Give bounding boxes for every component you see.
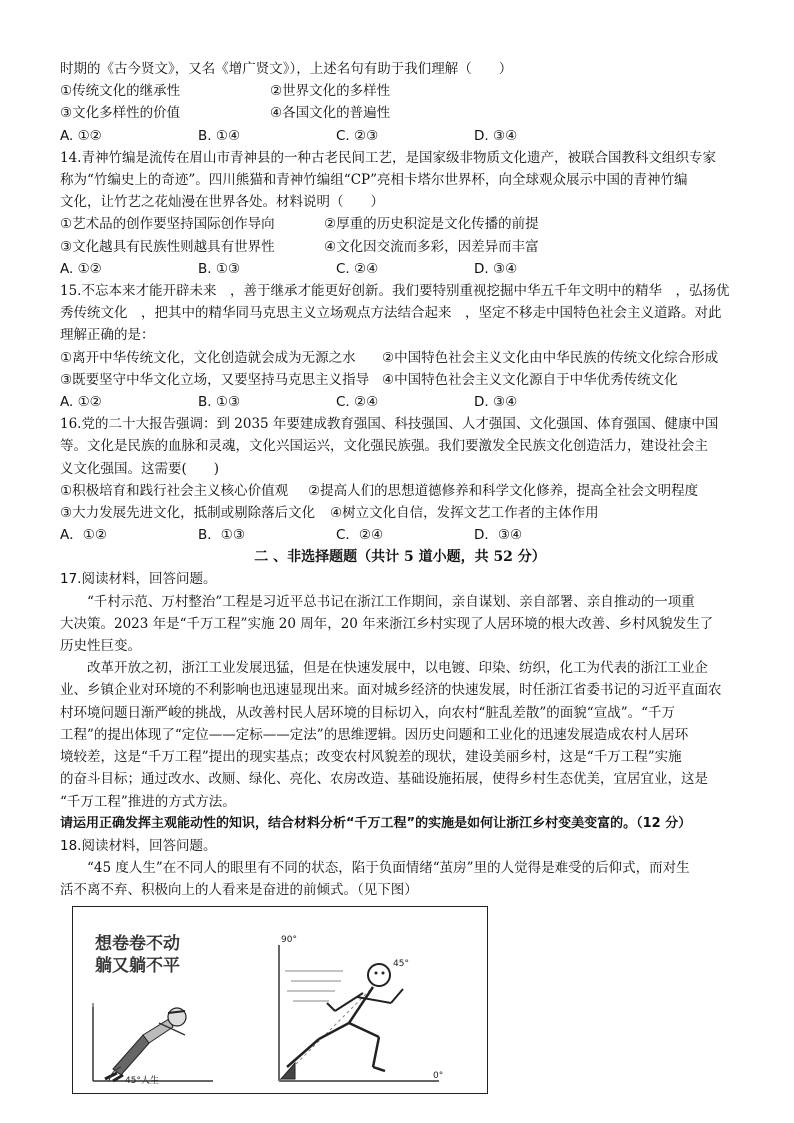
q16-statement-2: ②提高人们的思想道德修养和科学文化修养，提高全社会文明程度 [308, 482, 699, 499]
q14-stem-line3: 文化，让竹艺之花灿漫在世界各处。材料说明（ ） [60, 194, 384, 211]
q18-title: 18.阅读材料，回答问题。 [60, 837, 217, 854]
running-person-drawing [279, 945, 439, 1081]
figure-label-45-life: 45°人生 [125, 1076, 159, 1086]
figure-illustration [73, 907, 487, 1093]
q14-stem-line2: 称为“竹编史上的奇迹”。四川熊猫和青神竹编组“CP”亮相卡塔尔世界杯，向全球观众展示中国的青神竹编 [60, 172, 688, 189]
q13-statement-1: ①传统文化的继承性 [60, 83, 181, 100]
q16-statements-row2 [60, 502, 740, 524]
q13-stem: 时期的《古今贤文》，又名《增广贤文》），上述名句有助于我们理解（ ） [60, 61, 513, 77]
q15-options [60, 391, 740, 413]
q13-statement-4: ④各国文化的普遍性 [270, 105, 391, 122]
q16-stem-line2: 等。文化是民族的血脉和灵魂，文化兴国运兴，文化强民族强。我们要激发全民族文化创造活力，建设社会主 [60, 438, 708, 455]
q16-options [60, 524, 740, 546]
q14-option-a: A. ①② [60, 260, 102, 277]
q14-option-d: D. ③④ [474, 260, 518, 277]
exam-page [60, 58, 740, 902]
q14-statement-2: ②厚重的历史积淀是文化传播的前提 [324, 216, 539, 233]
q17-title: 17.阅读材料，回答问题。 [60, 571, 217, 588]
q16-stem-line3: 义文化强国。这需要( ) [60, 460, 220, 477]
q15-statement-4: ④中国特色社会主义文化源自于中华优秀传统文化 [382, 371, 678, 388]
q15-option-b: B. ①③ [198, 394, 241, 411]
q14-options [60, 258, 740, 280]
q17-p2-line2: 业、乡镇企业对环境的不利影响也迅速显现出来。面对城乡经济的快速发展，时任浙江省委书记的习近平直面农 [60, 682, 722, 699]
q13-options [60, 125, 740, 147]
q17-p2-line4: 工程”的提出体现了“定位——定标——定法”的思维逻辑。因历史问题和工业化的迅速发展造成农村人居环 [60, 726, 689, 743]
q15-option-d: D. ③④ [474, 394, 518, 411]
q16-option-b: B．①③ [198, 527, 245, 544]
q14-option-b: B. ①③ [198, 260, 241, 277]
q14-stem-line1: 14.青神竹编是流传在眉山市青神县的一种古老民间工艺，是国家级非物质文化遗产，被联合国教科文组织专家 [60, 149, 716, 166]
q15-option-c: C. ②④ [336, 394, 379, 411]
q13-option-c: C. ②③ [336, 127, 379, 144]
q13-statements-row2 [60, 102, 740, 124]
q16-option-a: A．①② [60, 527, 107, 544]
q14-statement-4: ④文化因交流而多彩，因差异而丰富 [324, 238, 539, 255]
q13-statement-2: ②世界文化的多样性 [270, 83, 391, 100]
q16-option-d: D．③④ [474, 527, 523, 544]
figure-caption-line1: 想卷卷不动 [95, 934, 180, 954]
figure-label-90-degree: 90° [281, 935, 297, 945]
q15-stem-line2: 秀传统文化 ，把其中的精华同马克思主义立场观点方法结合起来 ，坚定不移走中国特色社会主义道路。对此 [60, 305, 722, 322]
q13-option-b: B. ①④ [198, 127, 241, 144]
q14-statement-1: ①艺术品的创作要坚持国际创作导向 [60, 216, 275, 233]
q18-p1-line1: “45 度人生”在不同人的眼里有不同的状态，陷于负面情绪“茧房”里的人觉得是难受的后仰式，而对生 [87, 860, 690, 877]
q16-statements-row1 [60, 480, 740, 502]
figure-45-degree-life [72, 906, 488, 1094]
figure-label-0-degree: 0° [433, 1071, 444, 1081]
q13-option-a: A. ①② [60, 127, 102, 144]
q14-statement-3: ③文化越具有民族性则越具有世界性 [60, 238, 275, 255]
q17-p2-line6: 的奋斗目标；通过改水、改厕、绿化、亮化、农房改造、基础设施拓展，使得乡村生态优美，宜居宜业，这是 [60, 771, 708, 788]
q16-option-c: C．②④ [336, 527, 384, 544]
q17-p2-line1: 改革开放之初，浙江工业发展迅猛，但是在快速发展中，以电镀、印染、纺织，化工为代表的浙江工业企 [87, 660, 708, 677]
q13-statement-3: ③文化多样性的价值 [60, 105, 181, 122]
q15-statement-2: ②中国特色社会主义文化由中华民族的传统文化综合形成 [382, 349, 719, 366]
q15-option-a: A. ①② [60, 394, 102, 411]
q13-option-d: D. ③④ [474, 127, 518, 144]
q15-statements-row1 [60, 347, 740, 369]
section-heading: 二 、非选择题题（共计 5 道小题，共 52 分） [254, 549, 546, 566]
q16-stem-line1: 16.党的二十大报告强调：到 2035 年要建成教育强国、科技强国、人才强国、文化强国、体育强国、健康中国 [60, 416, 719, 433]
q17-p1-line1: “千村示范、万村整治”工程是习近平总书记在浙江工作期间，亲自谋划、亲自部署、亲自推动的一项重 [87, 593, 695, 610]
q15-stem-line1: 15.不忘本来才能开辟未来 ，善于继承才能更好创新。我们要特别重视挖掘中华五千年文明中的精华 ，弘扬优 [60, 283, 730, 300]
q14-option-c: C. ②④ [336, 260, 379, 277]
q17-question: 请运用正确发挥主观能动性的知识，结合材料分析“千万工程”的实施是如何让浙江乡村变美变富的。（12 分） [60, 815, 692, 831]
q16-statement-4: ④树立文化自信，发挥文艺工作者的主体作用 [330, 505, 599, 522]
q18-p1-line2: 活不离不弃、积极向上的人看来是奋进的前倾式。（见下图） [60, 882, 418, 899]
reclining-person-drawing [93, 1003, 213, 1081]
q17-p1-line2: 大决策。2023 年是“千万工程”实施 20 周年，20 年来浙江乡村实现了人居环境的根大改善、乡村风貌发生了 [60, 615, 714, 632]
q16-statement-3: ③大力发展先进文化，抵制或剔除落后文化 [60, 505, 316, 522]
q17-p2-line3: 村环境问题日渐严峻的挑战，从改善村民人居环境的目标切入，向农村“脏乱差散”的面貌“宣战”。“千万 [60, 704, 676, 721]
q17-p2-line7: “千万工程”推进的方式方法。 [60, 793, 236, 810]
q14-statements-row2 [60, 236, 740, 258]
q15-stem-line3: 理解正确的是： [60, 327, 155, 344]
q13-statements-row1 [60, 80, 740, 102]
figure-label-45-degree: 45° [393, 959, 409, 969]
q15-statement-1: ①离开中华传统文化，文化创造就会成为无源之水 [60, 349, 356, 366]
q16-statement-1: ①积极培育和践行社会主义核心价值观 [60, 482, 289, 499]
q17-p1-line3: 历史性巨变。 [60, 638, 141, 655]
figure-caption-line2: 躺又躺不平 [95, 956, 180, 976]
q15-statement-3: ③既要坚守中华文化立场，又要坚持马克思主义指导 [60, 371, 370, 388]
q14-statements-row1 [60, 213, 740, 235]
q15-statements-row2 [60, 369, 740, 391]
q17-p2-line5: 境较差，这是“千万工程”提出的现实基点；改变农村风貌差的现状，建设美丽乡村，这是“千万工程”实施 [60, 749, 682, 766]
